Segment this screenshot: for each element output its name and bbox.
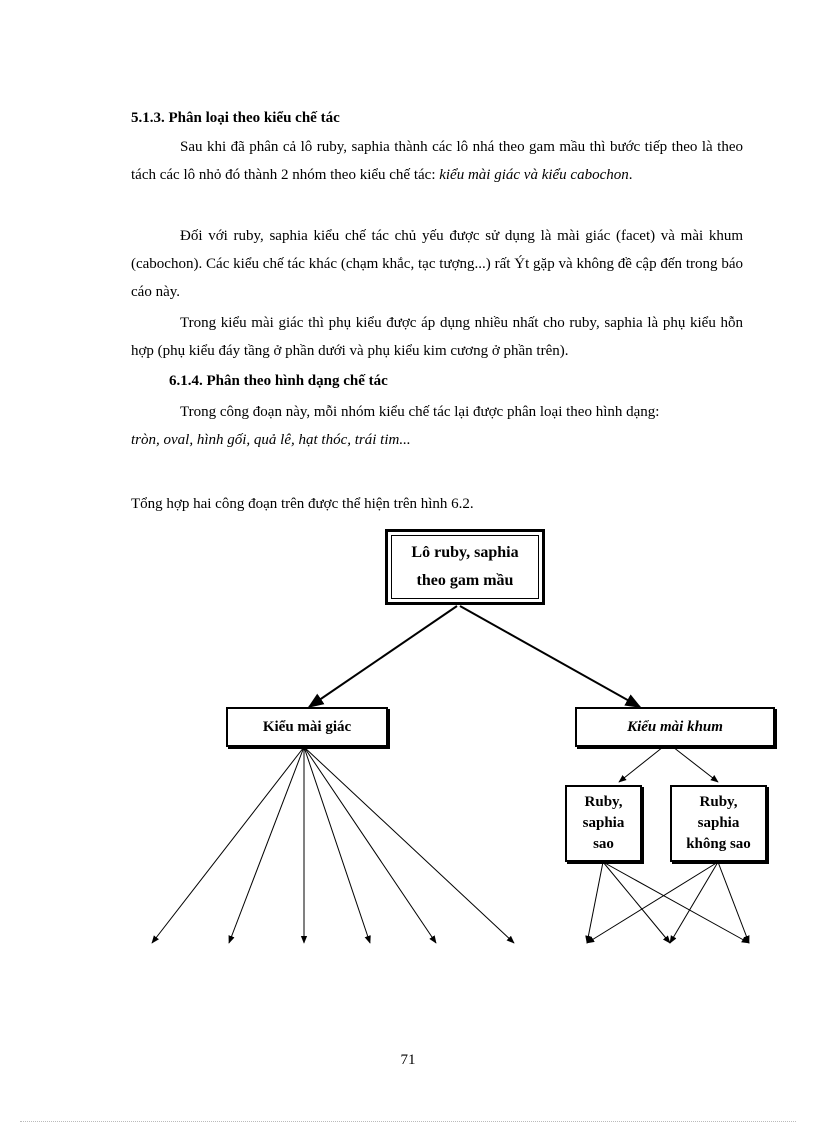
page-number: 71 [400, 1052, 416, 1068]
root-node-box [385, 529, 545, 605]
right-node-label: Kiểu mài khum [627, 719, 723, 735]
sub-node-khong-sao-line1: Ruby, [699, 794, 738, 810]
page-bottom-divider [20, 1121, 796, 1122]
paragraph-text: Sau khi đã phân cả lô ruby, saphia thành các lô nhá theo gam mầu thì bước tiếp theo là theo tách các lô nhỏ đó thành 2 nhóm theo kiểu chế tác: [131, 139, 743, 183]
root-node-line2: theo gam mầu [416, 572, 514, 589]
paragraph-5-1-3-facet-subtypes: Trong kiểu mài giác thì phụ kiểu được áp dụng nhiều nhất cho ruby, saphia là phụ kiểu hỗn hợp (phụ kiểu đáy tầng ở phần dưới và phụ kiểu kim cương ở phần trên). [131, 315, 743, 359]
paragraph-italic-text: kiểu mài giác và kiểu cabochon [439, 167, 629, 183]
paragraph-5-1-3-cutting-styles: Đối với ruby, saphia kiểu chế tác chủ yếu được sử dụng là mài giác (facet) và mài khum (cabochon). Các kiểu chế tác khác (chạm khắc, tạc tượng...) rất Ýt gặp và không đề cập đến trong báo cáo này. [131, 228, 743, 300]
left-node-label: Kiểu mài giác [262, 719, 352, 735]
root-node-line1: Lô ruby, saphia [411, 544, 519, 561]
fan-arrows-left [152, 747, 514, 943]
summary-sentence: Tổng hợp hai công đoạn trên được thể hiện trên hình 6.2. [131, 496, 474, 512]
cross-arrows-right [587, 862, 749, 943]
arrow-right-to-sub2 [673, 747, 718, 782]
sub-node-khong-sao-box [670, 785, 767, 862]
sub-node-sao-line3: sao [593, 836, 614, 852]
paragraph-period: . [628, 167, 633, 183]
section-heading-6-1-4: 6.1.4. Phân theo hình dạng chế tác [169, 373, 388, 389]
right-node-box [575, 707, 775, 747]
sub-node-khong-sao-line3: không sao [686, 836, 751, 852]
sub-node-sao-line1: Ruby, [584, 794, 623, 810]
sub-node-sao-line2: saphia [582, 815, 625, 831]
section-heading-5-1-3: 5.1.3. Phân loại theo kiểu chế tác [131, 110, 340, 126]
left-node-box [226, 707, 388, 747]
paragraph-text: Trong công đoạn này, mỗi nhóm kiểu chế tác lại được phân loại theo hình dạng: [180, 404, 660, 420]
sub-node-sao-box [565, 785, 642, 862]
arrow-root-to-right [460, 606, 640, 707]
arrow-right-to-sub1 [619, 747, 663, 782]
sub-node-khong-sao-line2: saphia [697, 815, 740, 831]
arrow-root-to-left [309, 606, 457, 707]
shapes-list: tròn, oval, hình gối, quả lê, hạt thóc, trái tim... [131, 432, 411, 448]
